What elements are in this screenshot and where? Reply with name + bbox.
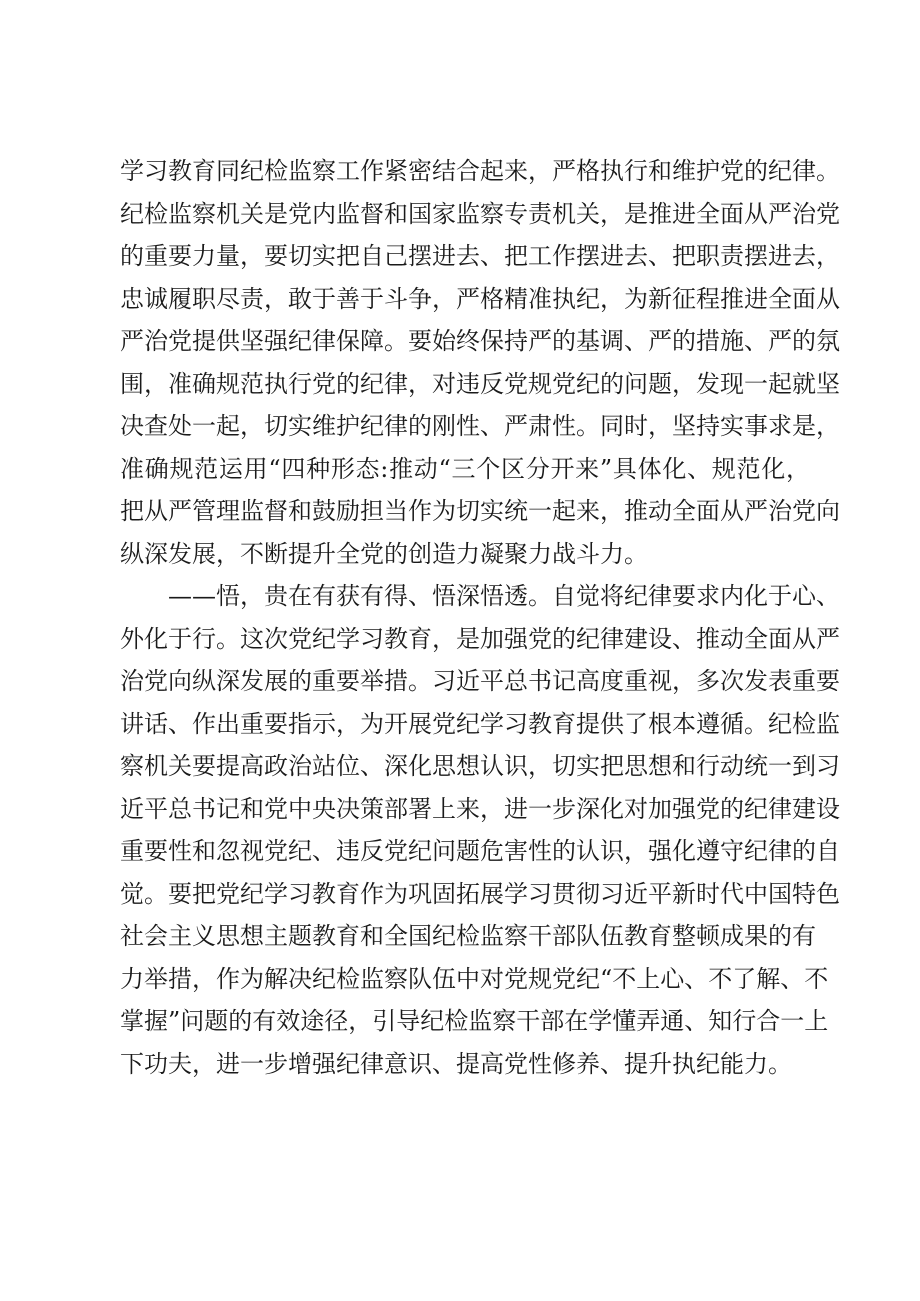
text-line: 治党向纵深发展的重要举措。习近平总书记高度重视，多次发表重要 [120,667,840,695]
text-line: 纵深发展，不断提升全党的创造力凝聚力战斗力。 [120,539,648,568]
text-line: 的重要力量，要切实把自己摆进去、把工作摆进去、把职责摆进去， [120,242,840,270]
text-line: 纪检监察机关是党内监督和国家监察专责机关，是推进全面从严治党 [120,199,840,228]
text-line: 近平总书记和党中央决策部署上来，进一步深化对加强党的纪律建设 [120,794,840,823]
body-text [120,150,840,1085]
text-line: 准确规范运用“四种形态:推动“三个区分开来”具体化、规范化， [120,454,810,483]
text-line: 忠诚履职尽责，敢于善于斗争，严格精准执纪，为新征程推进全面从 [120,284,840,313]
text-line: 把从严管理监督和鼓励担当作为切实统一起来，推动全面从严治党向 [120,497,840,525]
text-line: 力举措，作为解决纪检监察队伍中对党规党纪“不上心、不了解、不 [120,964,829,993]
text-line: 掌握”问题的有效途径，引导纪检监察干部在学懂弄通、知行合一上 [120,1007,829,1035]
text-line: 学习教育同纪检监察工作紧密结合起来，严格执行和维护党的纪律。 [120,157,840,185]
text-line: 下功夫，进一步增强纪律意识、提高党性修养、提升执纪能力。 [120,1049,792,1078]
text-line: 围，准确规范执行党的纪律，对违反党规党纪的问题，发现一起就坚 [120,369,840,398]
text-line: 讲话、作出重要指示，为开展党纪学习教育提供了根本遵循。纪检监 [120,709,840,738]
text-line: 严治党提供坚强纪律保障。要始终保持严的基调、严的措施、严的氛 [120,327,840,355]
text-line: 社会主义思想主题教育和全国纪检监察干部队伍教育整顿成果的有 [120,922,816,950]
text-line: 察机关要提高政治站位、深化思想认识，切实把思想和行动统一到习 [120,752,840,780]
text-line: ——悟，贵在有获有得、悟深悟透。自觉将纪律要求内化于心、 [168,582,840,610]
text-line: 重要性和忽视党纪、违反党纪问题危害性的认识，强化遵守纪律的自 [120,837,840,865]
text-line: 决查处一起，切实维护纪律的刚性、严肃性。同时，坚持实事求是， [120,412,840,440]
text-line: 觉。要把党纪学习教育作为巩固拓展学习贯彻习近平新时代中国特色 [120,879,840,908]
text-line: 外化于行。这次党纪学习教育，是加强党的纪律建设、推动全面从严 [120,624,840,653]
